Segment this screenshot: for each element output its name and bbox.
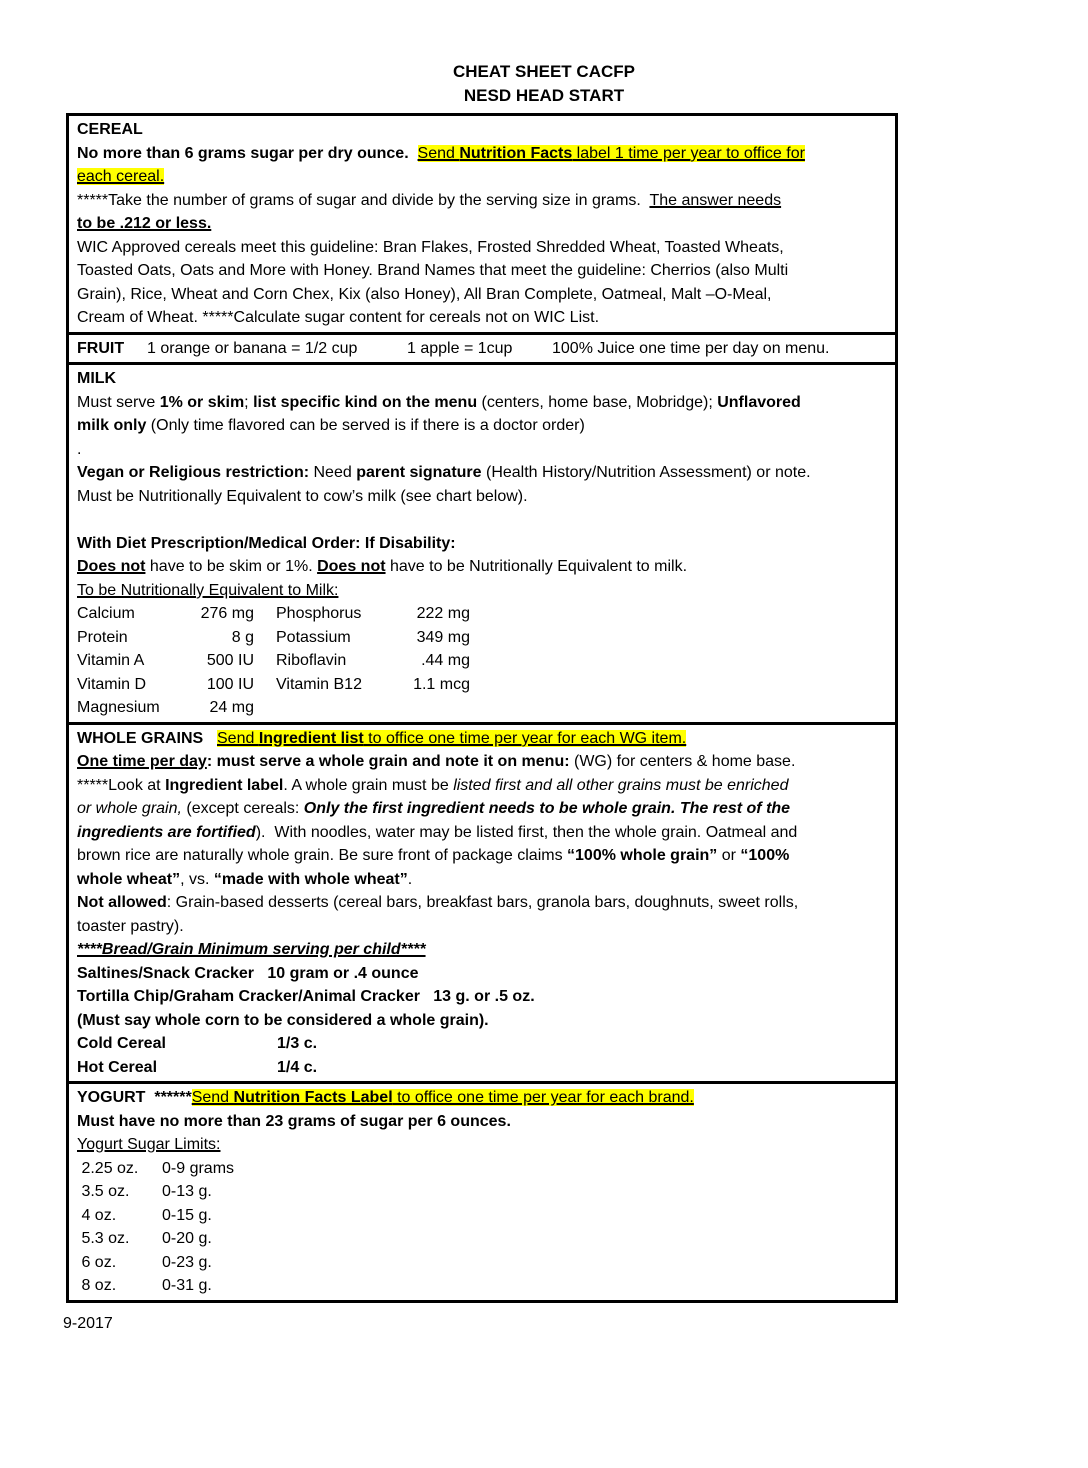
text-run: Send [417,144,460,162]
footer-date: 9-2017 [63,1314,113,1332]
text-run: Riboflavin [276,652,347,669]
text-run: Vitamin D [77,675,147,693]
text-run: . A whole grain must be [283,776,454,794]
text-run: Send [217,729,259,747]
text-run: have to be Nutritionally Equivalent to milk. [385,558,688,575]
text-run: 100% Juice one time per day on menu. [552,339,830,357]
text-run: *****Take the number of grams of sugar and divide by the serving size in grams. [77,191,650,209]
text-run: have to be skim or 1%. [145,558,318,575]
text-run: 0-13 g. [162,1183,212,1200]
text-run: FRUIT [77,339,125,357]
text-line [77,1180,887,1204]
text-run: (Health History/Nutrition Assessment) or note. [481,464,811,481]
text-line [77,391,887,415]
text-run: Unflavored [717,393,801,411]
text-run: . [77,440,82,458]
text-run: 3.5 oz. [77,1183,130,1200]
text-run [254,673,276,697]
text-run: “100% whole grain” [567,847,718,864]
text-line [77,844,887,868]
text-line [77,774,887,798]
text-run: ). With noodles, water may be listed first, then the whole grain. Oatmeal and [255,823,798,841]
text-line [77,891,887,915]
text-run: 0-15 g. [162,1206,212,1224]
text-run: (Only time flavored can be served is if there is a doctor order) [146,417,585,434]
text-run: Vegan or Religious restriction: [77,464,310,481]
text-run: .44 mg [421,652,470,669]
text-run: 222 mg [416,605,470,622]
text-run: To be Nutritionally Equivalent to Milk: [77,581,339,599]
text-run: Ingredient list [258,729,364,747]
text-run: Ingredient label [165,776,284,794]
text-run: label 1 time per year to office for [572,144,805,162]
text-run: : must serve a whole grain and note it on menu: [206,753,570,770]
text-line [77,750,887,774]
text-line [77,649,887,673]
text-line [77,915,887,939]
text-line [77,532,887,556]
text-run: Hot Cereal [77,1058,158,1076]
text-run: 6 oz. [77,1253,117,1271]
text-line [77,1032,887,1056]
text-run: to office one time per year for each WG item. [363,729,687,747]
text-line [77,236,887,260]
text-run: Yogurt Sugar Limits: [77,1136,221,1153]
text-run: 100 IU [206,675,254,693]
text-run: Must serve [77,393,160,411]
text-line [77,189,887,213]
text-run: (Must say whole corn to be considered a whole grain). [77,1011,489,1029]
text-run: (except cereals: [181,800,304,817]
text-line [77,1227,887,1251]
text-run: 4 oz. [77,1206,117,1224]
text-run: 5.3 oz. [77,1230,130,1247]
text-line [77,1056,887,1080]
text-run: or [717,847,741,864]
text-line [77,673,887,697]
section-yogurt [69,1081,895,1300]
text-run: each cereal. [77,168,165,185]
cheat-sheet-table [66,113,898,1303]
text-run [254,649,276,673]
text-run [409,145,418,162]
text-line [77,414,887,438]
text-run: (centers, home base, Mobridge); [477,393,718,411]
text-run: 24 mg [209,699,254,716]
text-run: brown rice are naturally whole grain. Be sure front of package claims [77,847,568,864]
text-run: Need [309,464,357,481]
text-line [77,337,887,361]
text-line [77,626,887,650]
text-run: Not allowed [77,894,167,911]
text-line [77,438,887,462]
text-run: 1/3 c. [277,1035,318,1052]
text-run: MILK [77,370,117,387]
section-cereal [69,116,895,332]
text-run: Must have no more than 23 grams of sugar per 6 ounces. [77,1112,511,1130]
text-run: 1/4 c. [277,1058,318,1076]
text-run: “made with whole wheat” [213,870,408,888]
text-run: or whole grain, [77,800,182,817]
text-run: ****Bread/Grain Minimum serving per child**** [77,941,426,958]
text-run: ; [244,393,254,411]
text-run: Does not [77,558,146,575]
text-run: Does not [317,558,386,575]
text-run [254,626,276,650]
text-run: 1 apple = 1cup [407,339,513,357]
text-run: CEREAL [77,121,143,138]
text-line [77,142,887,166]
text-run: Must be Nutritionally Equivalent to cow’s milk (see chart below). [77,487,528,505]
text-line [77,1086,887,1110]
text-run: list specific kind on the menu [253,393,478,411]
doc-title-line1: CHEAT SHEET CACFP [453,62,635,81]
text-line [77,555,887,579]
text-line [77,485,887,509]
text-line [77,1157,887,1181]
text-run: Cream of Wheat. *****Calculate sugar content for cereals not on WIC List. [77,309,600,326]
text-run: , vs. [180,870,214,888]
text-run: “100% [740,847,790,864]
text-run: Nutrition Facts [459,144,573,162]
text-run: *****Look at [77,776,166,794]
text-run: 0-31 g. [162,1277,212,1294]
text-run: Vitamin B12 [276,675,362,693]
text-line [77,212,887,236]
text-line [77,727,887,751]
document-page [0,60,1088,1468]
text-run [254,602,276,626]
section-fruit [69,332,895,363]
text-run: The answer needs [649,191,782,209]
text-line [77,868,887,892]
text-run: YOGURT ****** [77,1089,192,1106]
text-run: WHOLE GRAINS [77,729,204,747]
text-line [77,461,887,485]
text-run: Cold Cereal [77,1035,166,1052]
doc-title [0,60,1088,108]
text-run: (WG) for centers & home base. [569,753,796,770]
text-run: Only the first ingredient needs to be whole grain. The rest of the [303,800,791,817]
text-line [77,962,887,986]
text-run: Magnesium [77,699,160,716]
text-run: to office one time per year for each brand. [392,1089,694,1106]
text-line [77,367,887,391]
text-run: Protein [77,628,128,646]
text-run: 8 g [231,628,254,646]
text-run: 349 mg [416,628,470,646]
text-run: 0-9 grams [162,1159,235,1177]
text-line [77,259,887,283]
text-run: toaster pastry). [77,917,184,935]
text-line [77,306,887,330]
text-run: listed first and all other grains must be enriched [453,776,789,794]
text-line [77,1251,887,1275]
text-run: Potassium [276,628,351,646]
text-line [77,1133,887,1157]
text-line [77,579,887,603]
text-line [77,165,887,189]
text-line [77,1204,887,1228]
text-line [77,508,887,532]
text-run: Saltines/Snack Cracker 10 gram or .4 ounce [77,964,419,982]
text-line [77,602,887,626]
text-run: 2.25 oz. [77,1159,139,1177]
text-run: Vitamin A [77,652,145,669]
text-run: 1% or skim [159,393,245,411]
text-run: ingredients are fortified [77,823,256,841]
doc-title-line2: NESD HEAD START [463,86,625,105]
text-run: to be .212 or less. [77,215,212,232]
text-run: Calcium [77,605,135,622]
text-line [77,938,887,962]
text-run: Tortilla Chip/Graham Cracker/Animal Cracker 13 g. or .5 oz. [77,988,535,1005]
text-run: Toasted Oats, Oats and More with Honey. Brand Names that meet the guideline: Cherrios (also Multi [77,262,789,279]
text-line [77,1110,887,1134]
text-run: . [407,870,413,888]
text-run: 1.1 mcg [413,675,470,693]
text-run: : Grain-based desserts (cereal bars, breakfast bars, granola bars, doughnuts, sweet rolls, [166,894,799,911]
text-run: Phosphorus [276,605,362,622]
text-line [77,1274,887,1298]
text-line [77,696,887,720]
text-run: WIC Approved cereals meet this guideline: Bran Flakes, Frosted Shredded Wheat, Toasted Wheats, [77,238,784,256]
text-run: 0-20 g. [162,1230,212,1247]
text-run: 500 IU [206,652,254,669]
text-line [77,1009,887,1033]
text-run: With Diet Prescription/Medical Order: If Disability: [77,534,456,552]
text-line [77,821,887,845]
text-run: Nutrition Facts Label [233,1089,393,1106]
text-line [77,283,887,307]
text-line [77,797,887,821]
text-run: milk only [77,417,147,434]
text-run: whole wheat” [77,870,181,888]
text-line [77,985,887,1009]
text-run: Send [191,1089,234,1106]
section-milk [69,362,895,722]
text-run: 276 mg [200,605,254,622]
section-whole-grains [69,722,895,1082]
text-run: No more than 6 grams sugar per dry ounce. [77,144,409,162]
text-line [77,118,887,142]
text-run: 8 oz. [77,1277,117,1294]
text-run: One time per day [77,753,207,770]
text-run: Grain), Rice, Wheat and Corn Chex, Kix (also Honey), All Bran Complete, Oatmeal, Malt –O-Meal, [77,285,772,303]
text-run: 0-23 g. [162,1253,212,1271]
text-run: 1 orange or banana = 1/2 cup [147,339,358,357]
text-run: parent signature [356,464,482,481]
